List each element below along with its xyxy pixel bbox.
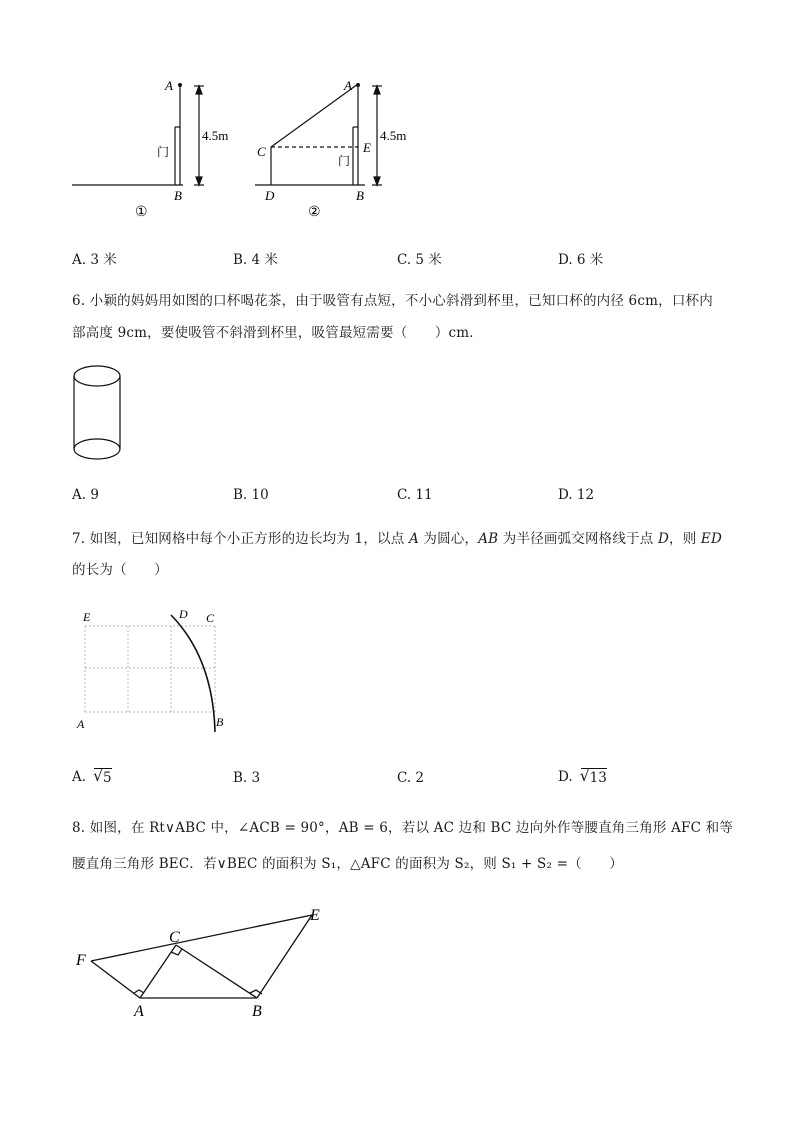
fig2-label-E: E	[363, 140, 371, 155]
sqrt-symbol-a: √ 5	[93, 766, 112, 786]
fig1-height-label: 4.5m	[202, 128, 229, 143]
grid-label-E: E	[83, 610, 91, 624]
q8-stem-line2: 腰直角三角形 BEC．若∨BEC 的面积为 S₁，△AFC 的面积为 S₂，则 S₁ + S₂ =（ ）	[72, 856, 623, 872]
q5-figure	[60, 70, 440, 230]
sqrt-symbol-d: √ 13	[579, 766, 607, 786]
q8-triangle-figure	[70, 898, 340, 1028]
grid-label-B: B	[216, 715, 224, 729]
tri-label-A: A	[134, 1003, 144, 1020]
q6-cup-figure	[70, 362, 130, 466]
q7-stem-line2: 的长为（ ）	[72, 562, 168, 578]
q7-stem-line1: 7. 如图，已知网格中每个小正方形的边长均为 1，以点 A 为圆心，AB 为半径画弧交网格线于点 D，则 ED	[72, 531, 722, 547]
tri-label-C: C	[169, 929, 180, 946]
q7-grid-figure	[70, 600, 240, 740]
grid-label-D: D	[179, 607, 188, 621]
q6-option-a[interactable]: A. 9	[72, 487, 99, 503]
fig1-number: ①	[135, 205, 148, 220]
q5-option-a[interactable]: A. 3 米	[72, 252, 117, 268]
q7-option-d[interactable]: D. √ 13	[558, 766, 607, 786]
grid-label-A: A	[77, 717, 85, 731]
fig2-label-A: A	[344, 78, 352, 93]
fig1-door-label: 门	[157, 145, 170, 159]
q5-option-d[interactable]: D. 6 米	[558, 252, 604, 268]
q6-option-d[interactable]: D. 12	[558, 487, 595, 503]
fig2-label-D: D	[265, 188, 275, 203]
q6-stem-line1: 6. 小颖的妈妈用如图的口杯喝花茶，由于吸管有点短，不小心斜滑到杯里，已知口杯的内径 6cm，口杯内	[72, 293, 713, 309]
grid-lines	[85, 626, 215, 712]
tri-label-F: F	[76, 952, 86, 969]
q7-option-c[interactable]: C. 2	[397, 770, 425, 786]
arc-DB	[171, 615, 215, 732]
q6-stem-line2: 部高度 9cm，要使吸管不斜滑到杯里，吸管最短需要（ ）cm．	[72, 325, 484, 341]
q5-option-b[interactable]: B. 4 米	[233, 252, 278, 268]
fig2-height-label: 4.5m	[380, 128, 407, 143]
fig2-label-B: B	[356, 188, 364, 203]
fig1-label-A: A	[165, 78, 173, 93]
q7-option-a[interactable]: A. √ 5	[72, 766, 112, 786]
q5-figure-1	[72, 84, 204, 185]
fig1-label-B: B	[174, 188, 182, 203]
tri-label-E: E	[310, 907, 320, 924]
fig2-door-label: 门	[338, 154, 351, 168]
q6-option-c[interactable]: C. 11	[397, 487, 433, 503]
q5-option-c[interactable]: C. 5 米	[397, 252, 442, 268]
fig2-number: ②	[308, 205, 321, 220]
q6-option-b[interactable]: B. 10	[233, 487, 269, 503]
grid-label-C: C	[206, 611, 215, 625]
tri-label-B: B	[252, 1003, 262, 1020]
q5-figure-2	[255, 84, 382, 185]
q8-stem-line1: 8. 如图，在 Rt∨ABC 中，∠ACB = 90°，AB = 6，若以 AC 边和 BC 边向外作等腰直角三角形 AFC 和等	[72, 820, 734, 836]
q7-option-b[interactable]: B. 3	[233, 770, 261, 786]
fig2-label-C: C	[257, 144, 266, 159]
